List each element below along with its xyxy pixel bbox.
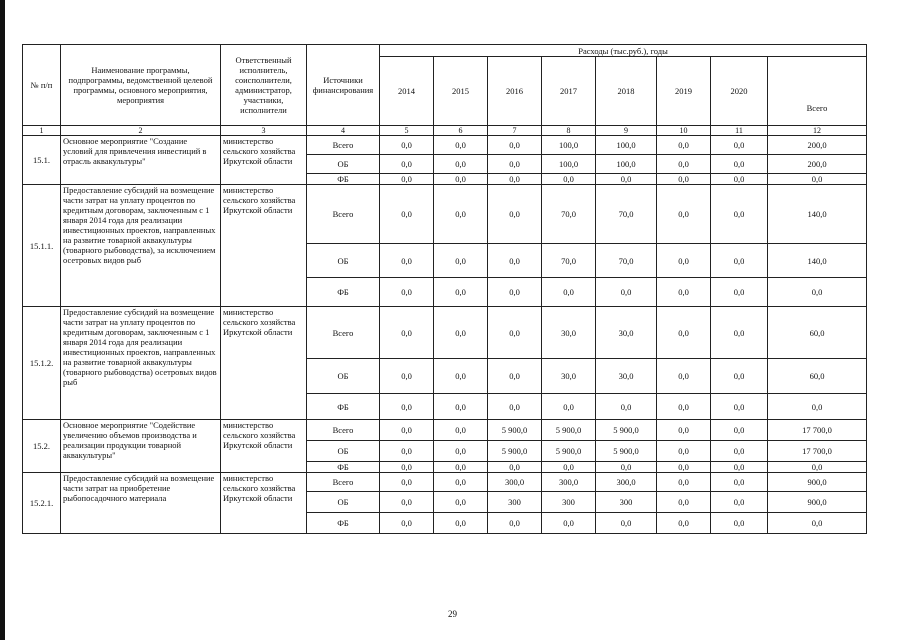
- year-value: 0,0: [380, 307, 434, 359]
- year-value: 0,0: [711, 473, 768, 492]
- year-value: 0,0: [657, 441, 711, 462]
- table-row: [23, 185, 867, 244]
- column-numbers-row: [23, 126, 867, 136]
- year-value: 0,0: [657, 174, 711, 185]
- year-value: 0,0: [711, 420, 768, 441]
- column-number: 5: [380, 126, 434, 136]
- year-value: 0,0: [434, 244, 488, 278]
- year-value: 0,0: [488, 307, 542, 359]
- year-value: 300,0: [488, 473, 542, 492]
- year-value: 0,0: [380, 462, 434, 473]
- funding-source: Всего: [307, 307, 380, 359]
- year-value: 30,0: [542, 307, 596, 359]
- funding-source: ФБ: [307, 394, 380, 420]
- column-number: 7: [488, 126, 542, 136]
- column-number: 8: [542, 126, 596, 136]
- year-value: 0,0: [434, 462, 488, 473]
- header-total: Всего: [768, 57, 867, 126]
- column-number: 6: [434, 126, 488, 136]
- year-value: 300,0: [542, 473, 596, 492]
- year-value: 0,0: [711, 394, 768, 420]
- year-value: 0,0: [711, 462, 768, 473]
- year-value: 0,0: [380, 185, 434, 244]
- year-value: 0,0: [434, 473, 488, 492]
- year-value: 0,0: [488, 513, 542, 534]
- year-value: 0,0: [657, 155, 711, 174]
- total-value: 140,0: [768, 244, 867, 278]
- year-value: 0,0: [380, 441, 434, 462]
- year-value: 0,0: [488, 359, 542, 394]
- year-value: 0,0: [434, 441, 488, 462]
- year-value: 0,0: [488, 174, 542, 185]
- item-name: Предоставление субсидий на возмещение части затрат на уплату процентов по кредитным договорам, заключенным с 1 января 2014 года для реализации инвестиционных проектов, направленных на развитие товарной аквакультуры (товарного рыбоводства), за исключением осетровых видов рыб: [61, 185, 221, 307]
- year-value: 0,0: [657, 307, 711, 359]
- year-value: 0,0: [434, 394, 488, 420]
- table-body: [23, 136, 867, 534]
- year-value: 0,0: [542, 513, 596, 534]
- item-executor: министерство сельского хозяйства Иркутской области: [221, 307, 307, 420]
- year-value: 0,0: [380, 420, 434, 441]
- year-value: 0,0: [434, 513, 488, 534]
- expenses-table: [22, 44, 867, 534]
- year-value: 0,0: [657, 244, 711, 278]
- item-executor: министерство сельского хозяйства Иркутской области: [221, 420, 307, 473]
- year-value: 0,0: [380, 155, 434, 174]
- year-value: 0,0: [488, 185, 542, 244]
- year-value: 0,0: [596, 174, 657, 185]
- year-value: 100,0: [542, 136, 596, 155]
- year-value: 100,0: [596, 155, 657, 174]
- year-value: 5 900,0: [542, 441, 596, 462]
- funding-source: ОБ: [307, 441, 380, 462]
- year-value: 0,0: [657, 492, 711, 513]
- year-value: 0,0: [711, 185, 768, 244]
- total-value: 200,0: [768, 136, 867, 155]
- year-value: 0,0: [657, 394, 711, 420]
- year-value: 0,0: [657, 185, 711, 244]
- year-value: 70,0: [542, 244, 596, 278]
- funding-source: Всего: [307, 185, 380, 244]
- year-value: 0,0: [488, 462, 542, 473]
- table-row: [23, 473, 867, 492]
- funding-source: Всего: [307, 420, 380, 441]
- column-number: 9: [596, 126, 657, 136]
- column-number: 12: [768, 126, 867, 136]
- total-value: 0,0: [768, 394, 867, 420]
- year-value: 70,0: [596, 185, 657, 244]
- total-value: 0,0: [768, 462, 867, 473]
- year-value: 0,0: [657, 462, 711, 473]
- item-name: Предоставление субсидий на возмещение части затрат на приобретение рыбопосадочного материала: [61, 473, 221, 534]
- year-value: 0,0: [711, 136, 768, 155]
- header-year: 2014: [380, 57, 434, 126]
- year-value: 0,0: [380, 359, 434, 394]
- header-year: 2019: [657, 57, 711, 126]
- year-value: 0,0: [380, 394, 434, 420]
- year-value: 0,0: [657, 420, 711, 441]
- header-year: 2018: [596, 57, 657, 126]
- column-number: 3: [221, 126, 307, 136]
- funding-source: ФБ: [307, 513, 380, 534]
- year-value: 100,0: [596, 136, 657, 155]
- header-name: Наименование программы, подпрограммы, ведомственной целевой программы, основного мероприятия, мероприятия: [61, 45, 221, 126]
- total-value: 60,0: [768, 307, 867, 359]
- total-value: 0,0: [768, 174, 867, 185]
- funding-source: ОБ: [307, 244, 380, 278]
- year-value: 30,0: [596, 307, 657, 359]
- total-value: 0,0: [768, 278, 867, 307]
- funding-source: Всего: [307, 473, 380, 492]
- item-number: 15.1.1.: [23, 185, 61, 307]
- year-value: 300,0: [596, 473, 657, 492]
- total-value: 17 700,0: [768, 420, 867, 441]
- header-expenses: Расходы (тыс.руб.), годы: [380, 45, 867, 57]
- funding-source: ОБ: [307, 359, 380, 394]
- year-value: 0,0: [380, 244, 434, 278]
- year-value: 0,0: [657, 136, 711, 155]
- column-number: 2: [61, 126, 221, 136]
- year-value: 0,0: [711, 244, 768, 278]
- year-value: 0,0: [711, 278, 768, 307]
- year-value: 0,0: [488, 136, 542, 155]
- column-number: 1: [23, 126, 61, 136]
- year-value: 0,0: [434, 420, 488, 441]
- year-value: 0,0: [657, 278, 711, 307]
- table-row: [23, 136, 867, 155]
- year-value: 30,0: [596, 359, 657, 394]
- item-number: 15.1.2.: [23, 307, 61, 420]
- item-name: Основное мероприятие "Создание условий для привлечения инвестиций в отрасль аквакультуры": [61, 136, 221, 185]
- total-value: 140,0: [768, 185, 867, 244]
- item-name: Основное мероприятие "Содействие увеличению объемов производства и реализации продукции товарной аквакультуры": [61, 420, 221, 473]
- year-value: 5 900,0: [596, 441, 657, 462]
- year-value: 5 900,0: [488, 441, 542, 462]
- funding-source: ФБ: [307, 278, 380, 307]
- year-value: 5 900,0: [596, 420, 657, 441]
- item-executor: министерство сельского хозяйства Иркутской области: [221, 185, 307, 307]
- year-value: 0,0: [542, 394, 596, 420]
- item-number: 15.1.: [23, 136, 61, 185]
- funding-source: ФБ: [307, 174, 380, 185]
- year-value: 0,0: [488, 244, 542, 278]
- year-value: 5 900,0: [542, 420, 596, 441]
- header-year: 2016: [488, 57, 542, 126]
- year-value: 0,0: [488, 394, 542, 420]
- year-value: 0,0: [380, 492, 434, 513]
- year-value: 300: [542, 492, 596, 513]
- column-number: 4: [307, 126, 380, 136]
- column-number: 10: [657, 126, 711, 136]
- year-value: 0,0: [542, 174, 596, 185]
- year-value: 0,0: [711, 359, 768, 394]
- header-executor: Ответственный исполнитель, соисполнители, администратор, участники, исполнители: [221, 45, 307, 126]
- page-number: 29: [448, 609, 457, 619]
- year-value: 0,0: [380, 473, 434, 492]
- funding-source: Всего: [307, 136, 380, 155]
- year-value: 0,0: [596, 278, 657, 307]
- item-executor: министерство сельского хозяйства Иркутской области: [221, 136, 307, 185]
- total-value: 0,0: [768, 513, 867, 534]
- total-value: 900,0: [768, 492, 867, 513]
- column-number: 11: [711, 126, 768, 136]
- table-row: [23, 307, 867, 359]
- year-value: 0,0: [542, 278, 596, 307]
- year-value: 0,0: [711, 441, 768, 462]
- item-executor: министерство сельского хозяйства Иркутской области: [221, 473, 307, 534]
- year-value: 0,0: [711, 155, 768, 174]
- funding-source: ОБ: [307, 492, 380, 513]
- year-value: 0,0: [596, 513, 657, 534]
- year-value: 0,0: [434, 136, 488, 155]
- year-value: 0,0: [542, 462, 596, 473]
- funding-source: ФБ: [307, 462, 380, 473]
- year-value: 0,0: [434, 278, 488, 307]
- year-value: 70,0: [596, 244, 657, 278]
- year-value: 5 900,0: [488, 420, 542, 441]
- year-value: 0,0: [711, 492, 768, 513]
- year-value: 0,0: [488, 278, 542, 307]
- year-value: 0,0: [488, 155, 542, 174]
- year-value: 0,0: [434, 155, 488, 174]
- year-value: 0,0: [657, 513, 711, 534]
- item-number: 15.2.1.: [23, 473, 61, 534]
- header-year: 2017: [542, 57, 596, 126]
- year-value: 0,0: [711, 307, 768, 359]
- header-year: 2015: [434, 57, 488, 126]
- year-value: 0,0: [711, 513, 768, 534]
- year-value: 0,0: [434, 359, 488, 394]
- year-value: 0,0: [380, 278, 434, 307]
- header-source: Источники финансирования: [307, 45, 380, 126]
- year-value: 0,0: [434, 185, 488, 244]
- item-number: 15.2.: [23, 420, 61, 473]
- year-value: 0,0: [380, 513, 434, 534]
- total-value: 900,0: [768, 473, 867, 492]
- year-value: 100,0: [542, 155, 596, 174]
- year-value: 0,0: [596, 462, 657, 473]
- year-value: 0,0: [711, 174, 768, 185]
- year-value: 0,0: [434, 307, 488, 359]
- year-value: 0,0: [380, 174, 434, 185]
- item-name: Предоставление субсидий на возмещение части затрат на уплату процентов по кредитным договорам, заключенным с 1 января 2014 года для реализации инвестиционных проектов, направленных на развитие товарной аквакультуры (товарного рыбоводства) осетровых видов рыб: [61, 307, 221, 420]
- year-value: 0,0: [596, 394, 657, 420]
- header-year: 2020: [711, 57, 768, 126]
- scan-edge: [0, 0, 5, 640]
- funding-source: ОБ: [307, 155, 380, 174]
- year-value: 300: [488, 492, 542, 513]
- year-value: 0,0: [657, 473, 711, 492]
- year-value: 0,0: [434, 492, 488, 513]
- year-value: 300: [596, 492, 657, 513]
- year-value: 0,0: [657, 359, 711, 394]
- year-value: 30,0: [542, 359, 596, 394]
- total-value: 60,0: [768, 359, 867, 394]
- year-value: 0,0: [380, 136, 434, 155]
- total-value: 17 700,0: [768, 441, 867, 462]
- total-value: 200,0: [768, 155, 867, 174]
- document-page: [22, 44, 866, 534]
- year-value: 0,0: [434, 174, 488, 185]
- year-value: 70,0: [542, 185, 596, 244]
- header-num: № п/п: [23, 45, 61, 126]
- table-row: [23, 420, 867, 441]
- table-header: [23, 45, 867, 136]
